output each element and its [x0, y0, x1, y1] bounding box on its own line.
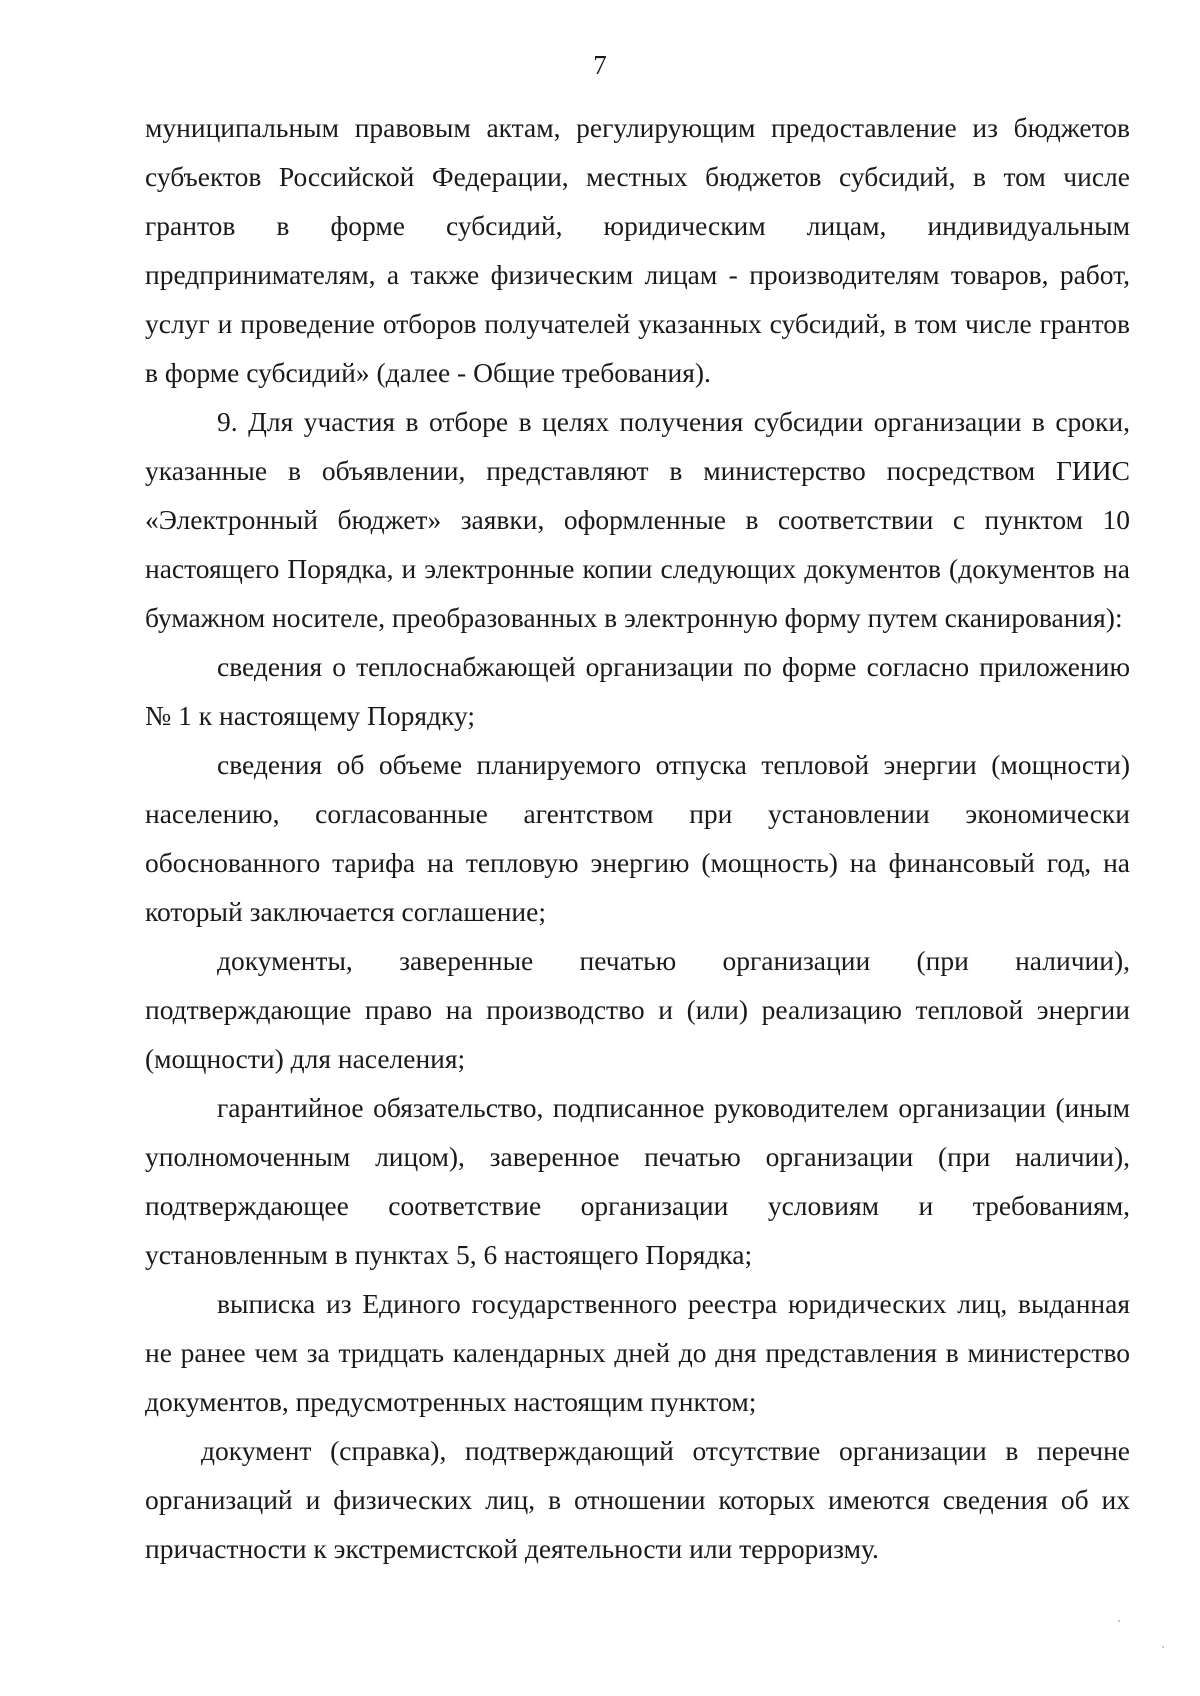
paragraph-registry-extract: выписка из Единого государственного реестра юридических лиц, выданная не ранее чем за тридцать календарных дней до дня представления в министерство документов, предусмотренных настоящим пунктом; [145, 1288, 1130, 1417]
scan-artifact [1118, 1620, 1120, 1622]
paragraph-item-9: 9. Для участия в отборе в целях получения субсидии организации в сроки, указанные в объявлении, представляют в министерство посредством ГИИС «Электронный бюджет» заявки, оформленные в соответствии с пунктом 10 настоящего Порядка, и электронные копии следующих документов (документов на бумажном носителе, преобразованных в электронную форму путем сканирования): [145, 406, 1130, 633]
paragraph-heat-volume-info: сведения об объеме планируемого отпуска тепловой энергии (мощности) населению, согласованные агентством при установлении экономически обоснованного тарифа на тепловую энергию (мощность) на финансовый год, на который заключается соглашение; [145, 749, 1130, 927]
document-body [145, 103, 1130, 1573]
paragraph-extremism-certificate: документ (справка), подтверждающий отсутствие организации в перечне организаций и физических лиц, в отношении которых имеются сведения об их причастности к экстремистской деятельности или терроризму. [145, 1435, 1130, 1564]
scan-artifact [1162, 1646, 1164, 1648]
paragraph-heat-supply-info: сведения о теплоснабжающей организации по форме согласно приложению № 1 к настоящему Порядку; [145, 651, 1130, 731]
paragraph-continuation: муниципальным правовым актам, регулирующим предоставление из бюджетов субъектов Российской Федерации, местных бюджетов субсидий, в том числе грантов в форме субсидий, юридическим лицам, индивидуальным предпринимателям, а также физическим лицам - производителям товаров, работ, услуг и проведение отборов получателей указанных субсидий, в том числе грантов в форме субсидий» (далее - Общие требования). [145, 112, 1130, 388]
page-number: 7 [593, 50, 607, 80]
paragraph-rights-documents: документы, заверенные печатью организации (при наличии), подтверждающие право на производство и (или) реализацию тепловой энергии (мощности) для населения; [145, 945, 1130, 1074]
paragraph-guarantee-obligation: гарантийное обязательство, подписанное руководителем организации (иным уполномоченным лицом), заверенное печатью организации (при наличии), подтверждающее соответствие организации условиям и требованиям, установленным в пунктах 5, 6 настоящего Порядка; [145, 1092, 1130, 1270]
